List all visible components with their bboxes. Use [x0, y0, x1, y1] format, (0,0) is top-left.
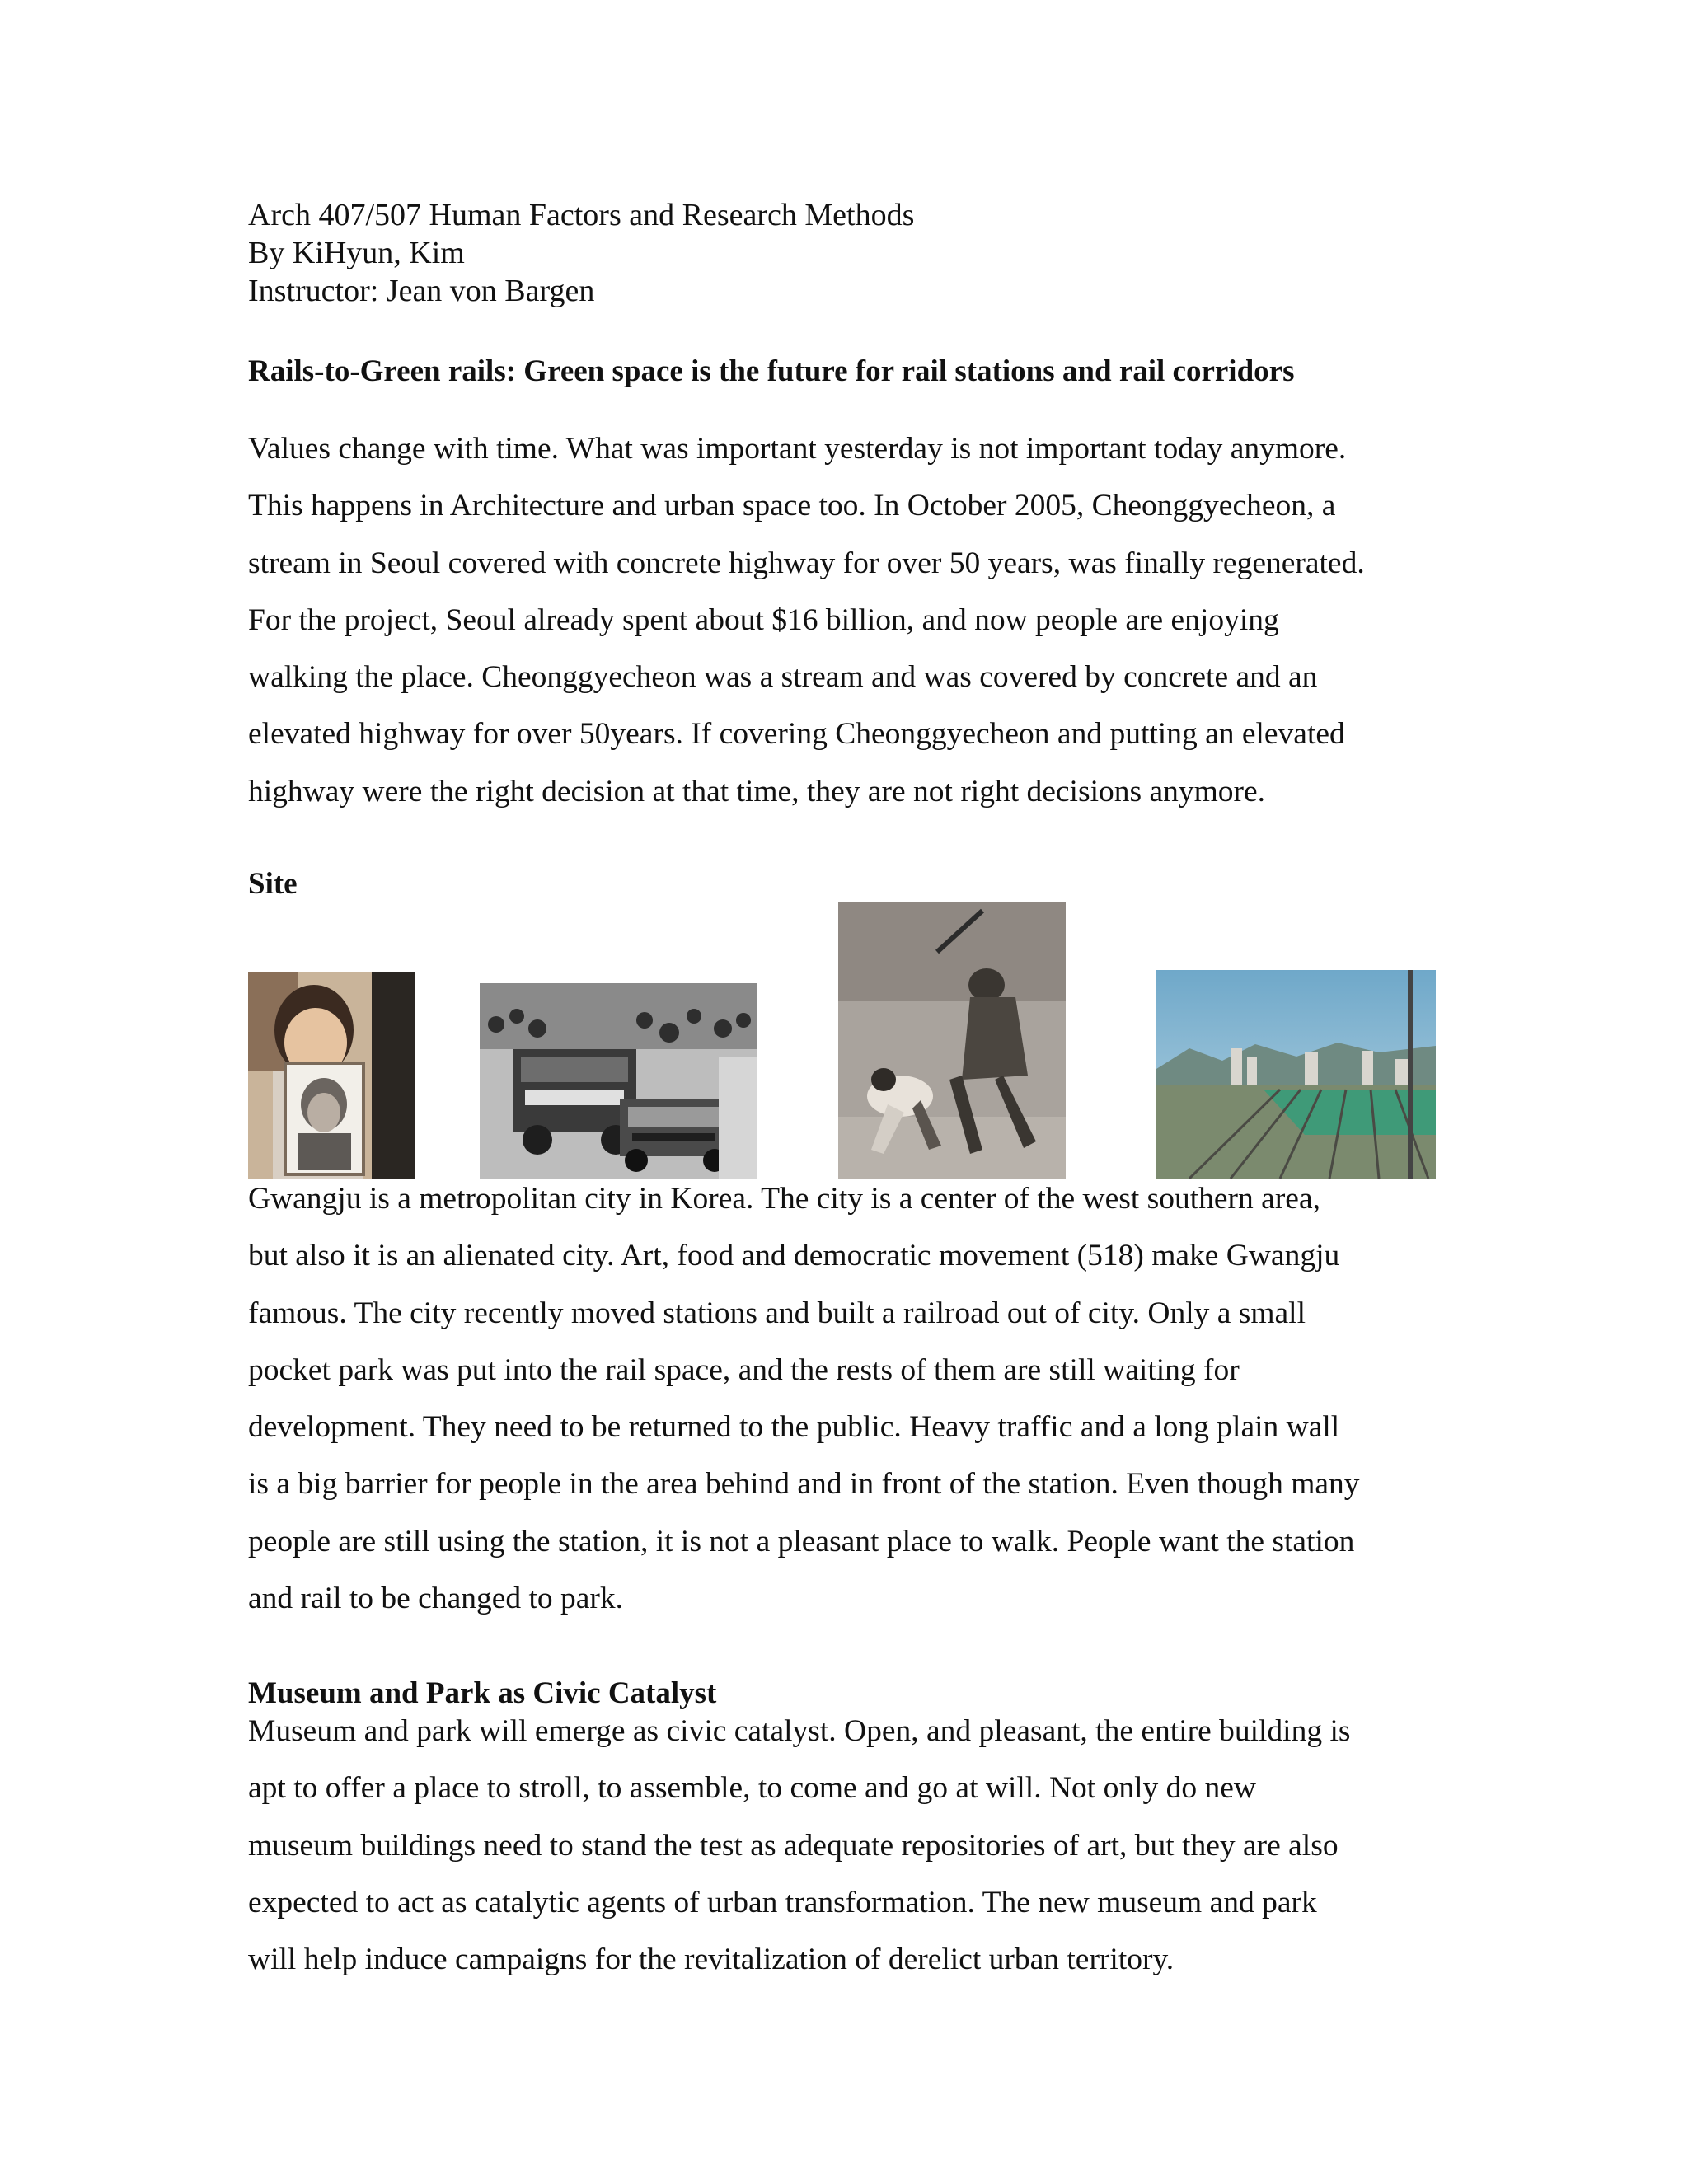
museum-paragraph: [248, 1703, 1460, 1988]
author-line: By KiHyun, Kim: [248, 236, 465, 270]
text-line: highway were the right decision at that time, they are not right decisions anymore.: [248, 774, 1266, 808]
text-line: walking the place. Cheonggyecheon was a stream and was covered by concrete and an: [248, 660, 1318, 695]
course-title: Arch 407/507 Human Factors and Research Methods: [248, 198, 915, 232]
rail-yard-city-view-photo: [1156, 970, 1436, 1179]
text-line: famous. The city recently moved stations and built a railroad out of city. Only a small: [248, 1296, 1306, 1330]
text-line: Museum and park will emerge as civic catalyst. Open, and pleasant, the entire building is: [248, 1714, 1351, 1748]
text-line: people are still using the station, it is not a pleasant place to walk. People want the station: [248, 1524, 1355, 1558]
text-line: This happens in Architecture and urban space too. In October 2005, Cheonggyecheon, a: [248, 489, 1336, 523]
text-line: elevated highway for over 50years. If covering Cheonggyecheon and putting an elevated: [248, 717, 1345, 752]
intro-paragraph: [248, 420, 1460, 820]
text-line: apt to offer a place to stroll, to assemble, to come and go at will. Not only do new: [248, 1771, 1256, 1806]
text-line: Values change with time. What was important yesterday is not important today anymore.: [248, 432, 1347, 466]
site-heading: Site: [248, 867, 298, 901]
text-line: development. They need to be returned to the public. Heavy traffic and a long plain wall: [248, 1410, 1340, 1445]
text-line: pocket park was put into the rail space, and the rests of them are still waiting for: [248, 1352, 1240, 1387]
child-holding-portrait-photo: [248, 972, 415, 1179]
instructor-line: Instructor: Jean von Bargen: [248, 274, 595, 308]
crowd-and-military-vehicles-photo: [480, 983, 757, 1179]
document-header: [248, 196, 914, 310]
text-line: museum buildings need to stand the test as adequate repositories of art, but they are also: [248, 1828, 1339, 1863]
text-line: is a big barrier for people in the area behind and in front of the station. Even though many: [248, 1467, 1360, 1502]
text-line: Gwangju is a metropolitan city in Korea. The city is a center of the west southern area,: [248, 1182, 1320, 1216]
text-line: but also it is an alienated city. Art, food and democratic movement (518) make Gwangju: [248, 1239, 1340, 1273]
text-line: will help induce campaigns for the revitalization of derelict urban territory.: [248, 1943, 1175, 1977]
soldier-striking-civilian-photo: [838, 902, 1066, 1179]
museum-heading: Museum and Park as Civic Catalyst: [248, 1676, 717, 1710]
site-paragraph: [248, 1170, 1460, 1627]
text-line: and rail to be changed to park.: [248, 1582, 624, 1616]
paper-title: Rails-to-Green rails: Green space is the future for rail stations and rail corridors: [248, 354, 1295, 388]
text-line: expected to act as catalytic agents of urban transformation. The new museum and park: [248, 1885, 1317, 1919]
text-line: stream in Seoul covered with concrete highway for over 50 years, was finally regenerated.: [248, 546, 1365, 580]
text-line: For the project, Seoul already spent about $16 billion, and now people are enjoying: [248, 602, 1279, 637]
